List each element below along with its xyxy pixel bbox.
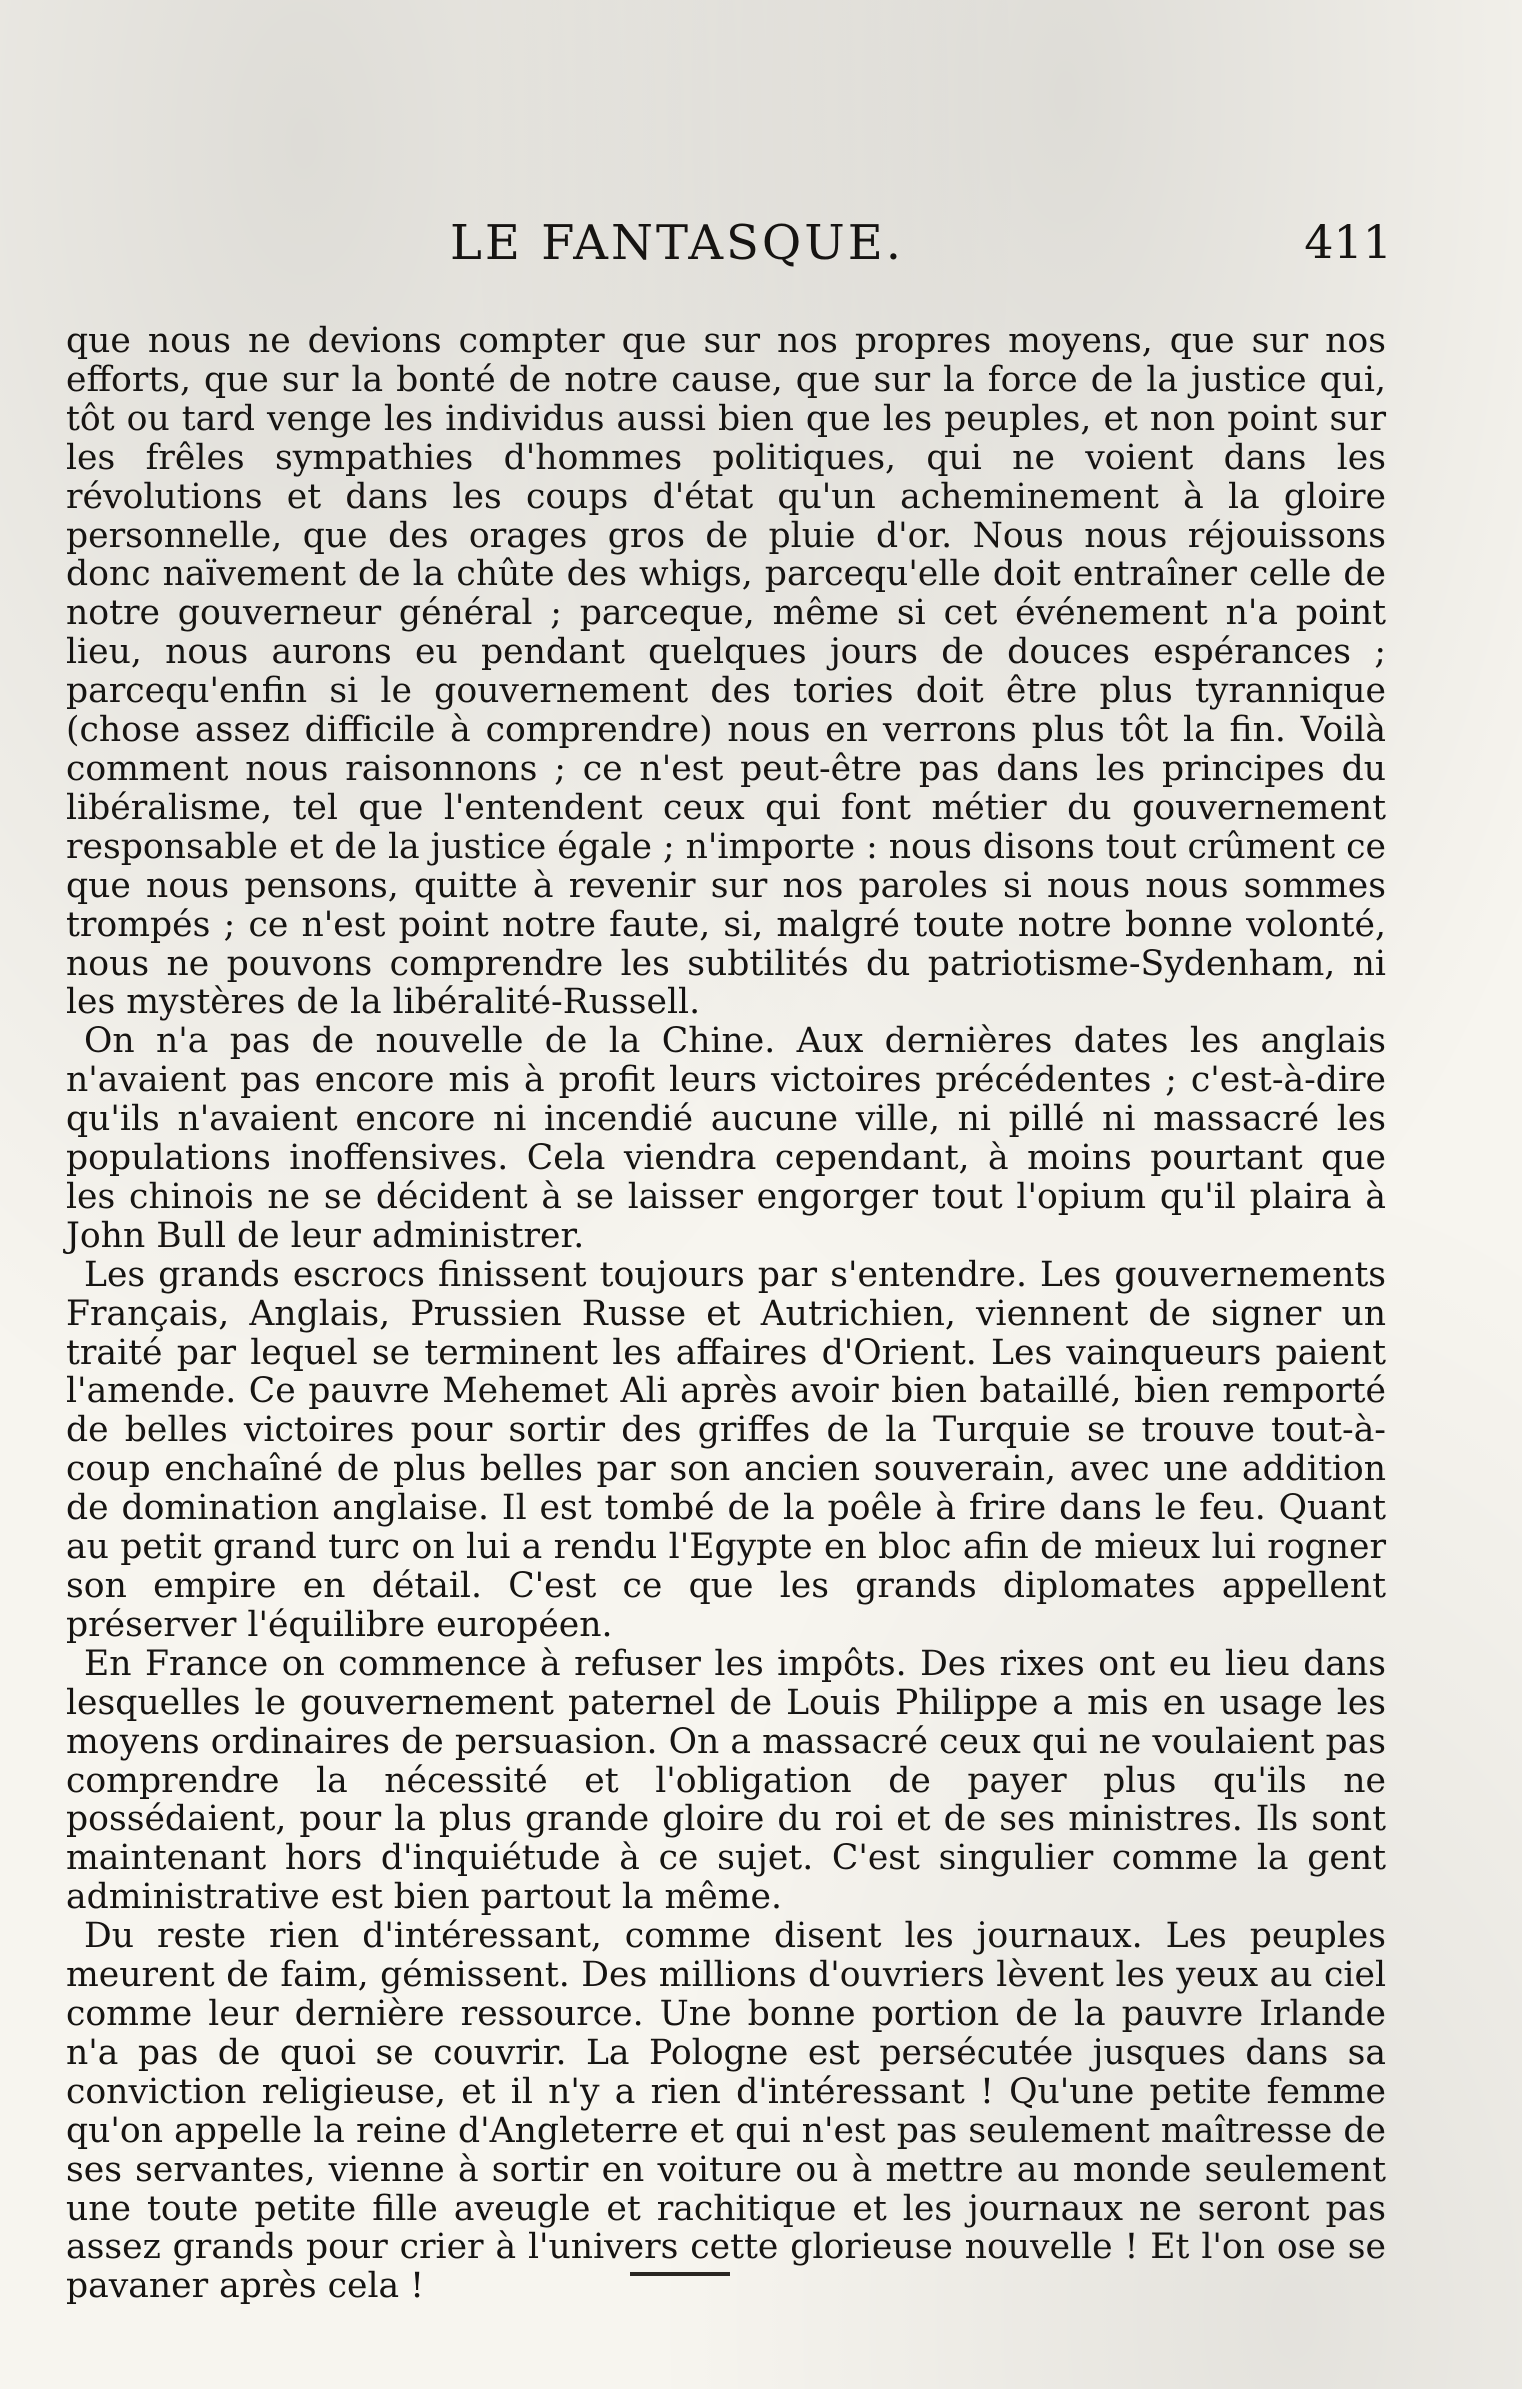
body-text (66, 322, 1386, 2306)
paragraph: On n'a pas de nouvelle de la Chine. Aux dernières dates les anglais n'avaient pas encore mis à profit leurs victoires précédentes ; c'est-à-dire qu'ils n'avaient encore ni incendié aucune ville, ni pillé ni massacré les populations inoffensives. Cela viendra cependant, à moins pourtant que les chinois ne se décident à se laisser engorger tout l'opium qu'il plaira à John Bull de leur administrer. (66, 1021, 1386, 1256)
page-title: LE FANTASQUE. (450, 215, 905, 271)
page-number: 411 (1304, 215, 1392, 269)
end-rule (630, 2272, 730, 2276)
paragraph: Les grands escrocs finissent toujours par s'entendre. Les gouvernements Français, Anglais, Prussien Russe et Autrichien, viennent de signer un traité par lequel se terminent les affaires d'Orient. Les vainqueurs paient l'amende. Ce pauvre Mehemet Ali après avoir bien bataillé, bien remporté de belles victoires pour sortir des griffes de la Turquie se trouve tout-à-coup enchaîné de plus belles par son ancien souverain, avec une addition de domination anglaise. Il est tombé de la poêle à frire dans le feu. Quant au petit grand turc on lui a rendu l'Egypte en bloc afin de mieux lui rogner son empire en détail. C'est ce que les grands diplomates appellent préserver l'équilibre européen. (66, 1254, 1386, 1645)
running-head (70, 215, 1392, 285)
paragraph: Du reste rien d'intéressant, comme disent les journaux. Les peuples meurent de faim, gémissent. Des millions d'ouvriers lèvent les yeux au ciel comme leur dernière ressource. Une bonne portion de la pauvre Irlande n'a pas de quoi se couvrir. La Pologne est persécutée jusques dans sa conviction religieuse, et il n'y a rien d'intéressant ! Qu'une petite femme qu'on appelle la reine d'Angleterre et qui n'est pas seulement maîtresse de ses servantes, vienne à sortir en voiture ou à mettre au monde seulement une toute petite fille aveugle et rachitique et les journaux ne seront pas assez grands pour crier à l'univers cette glorieuse nouvelle ! Et l'on ose se pavaner après cela ! (66, 1916, 1386, 2307)
paragraph: que nous ne devions compter que sur nos propres moyens, que sur nos efforts, que sur la bonté de notre cause, que sur la force de la justice qui, tôt ou tard venge les individus aussi bien que les peuples, et non point sur les frêles sympathies d'hommes politiques, qui ne voient dans les révolutions et dans les coups d'état qu'un acheminement à la gloire personnelle, que des orages gros de pluie d'or. Nous nous réjouissons donc naïvement de la chûte des whigs, parcequ'elle doit entraîner celle de notre gouverneur général ; parceque, même si cet événement n'a point lieu, nous aurons eu pendant quelques jours de douces espérances ; parcequ'enfin si le gouvernement des tories doit être plus tyrannique (chose assez difficile à comprendre) nous en verrons plus tôt la fin. Voilà comment nous raisonnons ; ce n'est peut-être pas dans les principes du libéralisme, tel que l'entendent ceux qui font métier du gouvernement responsable et de la justice égale ; n'importe : nous disons tout crûment ce que nous pensons, quitte à revenir sur nos paroles si nous nous sommes trompés ; ce n'est point notre faute, si, malgré toute notre bonne volonté, nous ne pouvons comprendre les subtilités du patriotisme-Sydenham, ni les mystères de la libéralité-Russell. (66, 321, 1386, 1023)
paragraph: En France on commence à refuser les impôts. Des rixes ont eu lieu dans lesquelles le gouvernement paternel de Louis Philippe a mis en usage les moyens ordinaires de persuasion. On a massacré ceux qui ne voulaient pas comprendre la nécessité et l'obligation de payer plus qu'ils ne possédaient, pour la plus grande gloire du roi et de ses ministres. Ils sont maintenant hors d'inquiétude à ce sujet. C'est singulier comme la gent administrative est bien partout la même. (66, 1643, 1386, 1918)
